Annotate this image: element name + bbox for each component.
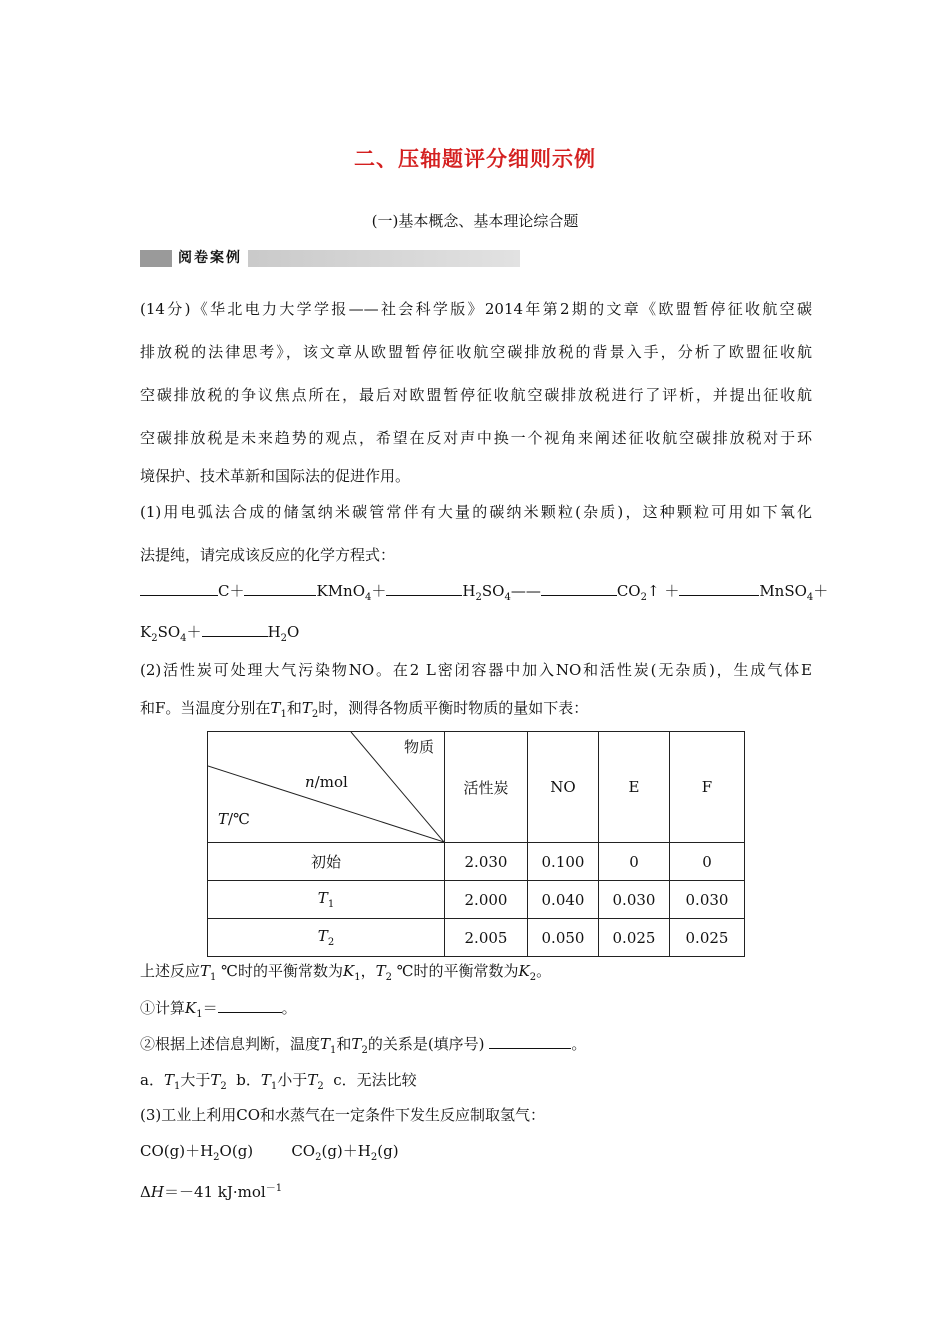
table-cell: 0 bbox=[599, 843, 670, 881]
var-t: T bbox=[163, 1071, 174, 1089]
q1-line-1: (1)用电弧法合成的储氢纳米碳管常伴有大量的碳纳米颗粒(杂质)，这种颗粒可用如下氧化 bbox=[140, 503, 812, 521]
q2-text: ℃时的平衡常数为 bbox=[216, 962, 343, 980]
unit-mol: /mol bbox=[314, 773, 348, 791]
intro-line-3: 空碳排放税的争议焦点所在，最后对欧盟暂停征收航空碳排放税进行了评析，并提出征收航 bbox=[140, 386, 812, 404]
q3-line-1: (3)工业上利用CO和水蒸气在一定条件下发生反应制取氢气： bbox=[140, 1106, 546, 1124]
eq-term: K bbox=[140, 623, 152, 641]
q2-text: 的关系是(填序号) bbox=[367, 1035, 485, 1053]
answer-blank[interactable] bbox=[489, 1034, 571, 1049]
q2-text: 和F。当温度分别在 bbox=[140, 699, 271, 717]
answer-blank[interactable] bbox=[244, 581, 316, 596]
diagonal-header-cell bbox=[208, 732, 445, 843]
var-sub: 2 bbox=[529, 972, 537, 983]
unit-celsius: /℃ bbox=[228, 810, 250, 828]
eq-subscript: 2 bbox=[370, 1152, 378, 1163]
eq-term: O bbox=[287, 623, 300, 641]
var-sub: 2 bbox=[317, 1081, 324, 1092]
q2-calc-line bbox=[140, 998, 812, 1025]
var-sub: 2 bbox=[327, 937, 335, 948]
table-cell: 0.050 bbox=[528, 919, 599, 957]
table-row bbox=[208, 919, 745, 957]
page-title: 二、压轴题评分细则示例 bbox=[354, 147, 596, 171]
table-row bbox=[208, 843, 745, 881]
var-sub: 1 bbox=[280, 709, 287, 720]
var-t: T bbox=[200, 962, 211, 980]
col-header: F bbox=[670, 732, 745, 843]
var-t: T bbox=[375, 962, 386, 980]
eq-arrow: —— bbox=[510, 582, 541, 600]
q2-text: ， bbox=[360, 962, 376, 980]
table-cell: 0.030 bbox=[599, 881, 670, 919]
eq-term: CO bbox=[291, 1142, 316, 1160]
option-a: a． bbox=[140, 1071, 164, 1089]
intro-line-4: 空碳排放税是未来趋势的观点，希望在反对声中换一个视角来阐述征收航空碳排放税对于环 bbox=[140, 429, 812, 447]
q2-text: 小于 bbox=[277, 1071, 308, 1089]
var-k: K bbox=[342, 962, 355, 980]
var-k: K bbox=[518, 962, 530, 980]
table-cell: 0.025 bbox=[670, 919, 745, 957]
eq-subscript: 2 bbox=[475, 592, 482, 603]
eq-term: CO(g)＋H bbox=[140, 1142, 214, 1160]
q2-judge-line bbox=[140, 1034, 812, 1061]
enthalpy-value: ＝－41 kJ·mol bbox=[163, 1183, 266, 1201]
intro-line-1: (14分)《华北电力大学学报——社会科学版》2014年第2期的文章《欧盟暂停征收航空碳 bbox=[140, 300, 812, 318]
eq-term: C＋ bbox=[218, 582, 245, 600]
var-sub: 1 bbox=[327, 899, 335, 910]
eq-subscript: 2 bbox=[640, 592, 647, 603]
banner-label: 阅卷案例 bbox=[172, 250, 248, 267]
var-sub: 1 bbox=[270, 1081, 278, 1092]
table-cell: 0 bbox=[670, 843, 745, 881]
eq-subscript: 4 bbox=[180, 633, 187, 644]
row-label bbox=[208, 919, 445, 957]
col-header: E bbox=[599, 732, 670, 843]
var-t: T bbox=[320, 1035, 331, 1053]
delta-symbol: Δ bbox=[140, 1183, 151, 1201]
q3-equation bbox=[140, 1141, 812, 1168]
answer-blank[interactable] bbox=[140, 581, 218, 596]
var-sub: 1 bbox=[330, 1045, 337, 1056]
var-t: T bbox=[270, 699, 281, 717]
eq-term: KMnO bbox=[316, 582, 366, 600]
eq-subscript: 2 bbox=[280, 633, 288, 644]
eq-term: ＋ bbox=[186, 623, 202, 641]
var-sub: 1 bbox=[354, 972, 361, 983]
answer-blank[interactable] bbox=[541, 581, 617, 596]
row-label bbox=[208, 881, 445, 919]
eq-subscript: 4 bbox=[504, 592, 511, 603]
answer-blank[interactable] bbox=[679, 581, 759, 596]
q1-equation-line-2 bbox=[140, 622, 812, 649]
var-sub: 2 bbox=[220, 1081, 227, 1092]
table-cell: 0.100 bbox=[528, 843, 599, 881]
option-c: c．无法比较 bbox=[333, 1071, 417, 1089]
eq-subscript: 4 bbox=[806, 592, 814, 603]
var-sub: 2 bbox=[385, 972, 392, 983]
q2-text: 和 bbox=[336, 1035, 352, 1053]
var-sub: 1 bbox=[196, 1009, 203, 1020]
var-h: H bbox=[150, 1183, 164, 1201]
table-cell: 2.030 bbox=[445, 843, 528, 881]
equilibrium-table bbox=[207, 731, 745, 957]
q3-enthalpy bbox=[140, 1179, 812, 1202]
q2-line-1: (2)活性炭可处理大气污染物NO。在2 L密闭容器中加入NO和活性炭(无杂质)，生成气体E bbox=[140, 661, 812, 679]
var-t: T bbox=[351, 1035, 362, 1053]
answer-blank[interactable] bbox=[386, 581, 462, 596]
q2-constants-line bbox=[140, 961, 812, 988]
col-header: 活性炭 bbox=[445, 732, 528, 843]
section-banner bbox=[140, 250, 520, 267]
var-t: T bbox=[301, 699, 312, 717]
var-k: K bbox=[185, 999, 197, 1017]
q2-text: 。 bbox=[536, 962, 552, 980]
q2-text: 时，测得各物质平衡时物质的量如下表： bbox=[318, 699, 589, 717]
table-row bbox=[208, 881, 745, 919]
answer-blank[interactable] bbox=[218, 998, 282, 1013]
var-t: T bbox=[260, 1071, 271, 1089]
header-temperature bbox=[218, 810, 250, 828]
eq-term: ＋ bbox=[813, 582, 829, 600]
eq-term: MnSO bbox=[759, 582, 807, 600]
var-t: T bbox=[210, 1071, 221, 1089]
q2-text: 上述反应 bbox=[140, 962, 201, 980]
q1-equation-line-1 bbox=[140, 581, 829, 608]
q2-text: 。 bbox=[571, 1035, 587, 1053]
eq-term: ＋ bbox=[371, 582, 387, 600]
var-n: n bbox=[305, 773, 315, 791]
eq-term: O(g) bbox=[219, 1142, 254, 1160]
var-sub: 1 bbox=[210, 972, 217, 983]
q2-options-line bbox=[140, 1070, 812, 1097]
eq-term: ↑ ＋ bbox=[646, 582, 680, 600]
var-t: T bbox=[317, 889, 328, 907]
eq-term: CO bbox=[616, 582, 641, 600]
row-label: 初始 bbox=[208, 843, 445, 881]
var-t: T bbox=[218, 810, 229, 828]
q2-text: ①计算 bbox=[140, 999, 186, 1017]
table-cell: 0.030 bbox=[670, 881, 745, 919]
q2-text: 。 bbox=[281, 999, 297, 1017]
q2-text: ＝ bbox=[202, 999, 218, 1017]
table-cell: 2.000 bbox=[445, 881, 528, 919]
eq-term: H bbox=[267, 623, 281, 641]
col-header: NO bbox=[528, 732, 599, 843]
eq-subscript: 4 bbox=[365, 592, 372, 603]
var-sub: 1 bbox=[173, 1081, 181, 1092]
superscript: －1 bbox=[265, 1183, 283, 1194]
eq-term: (g) bbox=[377, 1142, 399, 1160]
table-cell: 0.040 bbox=[528, 881, 599, 919]
var-t: T bbox=[317, 927, 328, 945]
header-amount bbox=[305, 773, 348, 791]
var-sub: 2 bbox=[361, 1045, 368, 1056]
var-sub: 2 bbox=[311, 709, 319, 720]
q2-text: ②根据上述信息判断，温度 bbox=[140, 1035, 321, 1053]
answer-blank[interactable] bbox=[202, 622, 268, 637]
table-cell: 0.025 bbox=[599, 919, 670, 957]
eq-subscript: 2 bbox=[213, 1152, 220, 1163]
var-t: T bbox=[307, 1071, 318, 1089]
q1-line-2: 法提纯，请完成该反应的化学方程式： bbox=[140, 546, 396, 564]
option-b: b． bbox=[236, 1071, 261, 1089]
eq-subscript: 2 bbox=[315, 1152, 322, 1163]
intro-line-2: 排放税的法律思考》，该文章从欧盟暂停征收航空碳排放税的背景入手，分析了欧盟征收航 bbox=[140, 343, 812, 361]
eq-term: H bbox=[462, 582, 476, 600]
eq-term: (g)＋H bbox=[321, 1142, 371, 1160]
eq-term: SO bbox=[481, 582, 505, 600]
eq-subscript: 2 bbox=[151, 633, 158, 644]
q2-text: 大于 bbox=[180, 1071, 211, 1089]
intro-line-5: 境保护、技术革新和国际法的促进作用。 bbox=[140, 467, 411, 485]
section-subtitle: (一)基本概念、基本理论综合题 bbox=[371, 212, 579, 230]
header-substance: 物质 bbox=[403, 738, 434, 756]
eq-term: SO bbox=[157, 623, 181, 641]
q2-text: 和 bbox=[286, 699, 302, 717]
q2-line-2 bbox=[140, 698, 812, 725]
table-cell: 2.005 bbox=[445, 919, 528, 957]
q2-text: ℃时的平衡常数为 bbox=[391, 962, 519, 980]
